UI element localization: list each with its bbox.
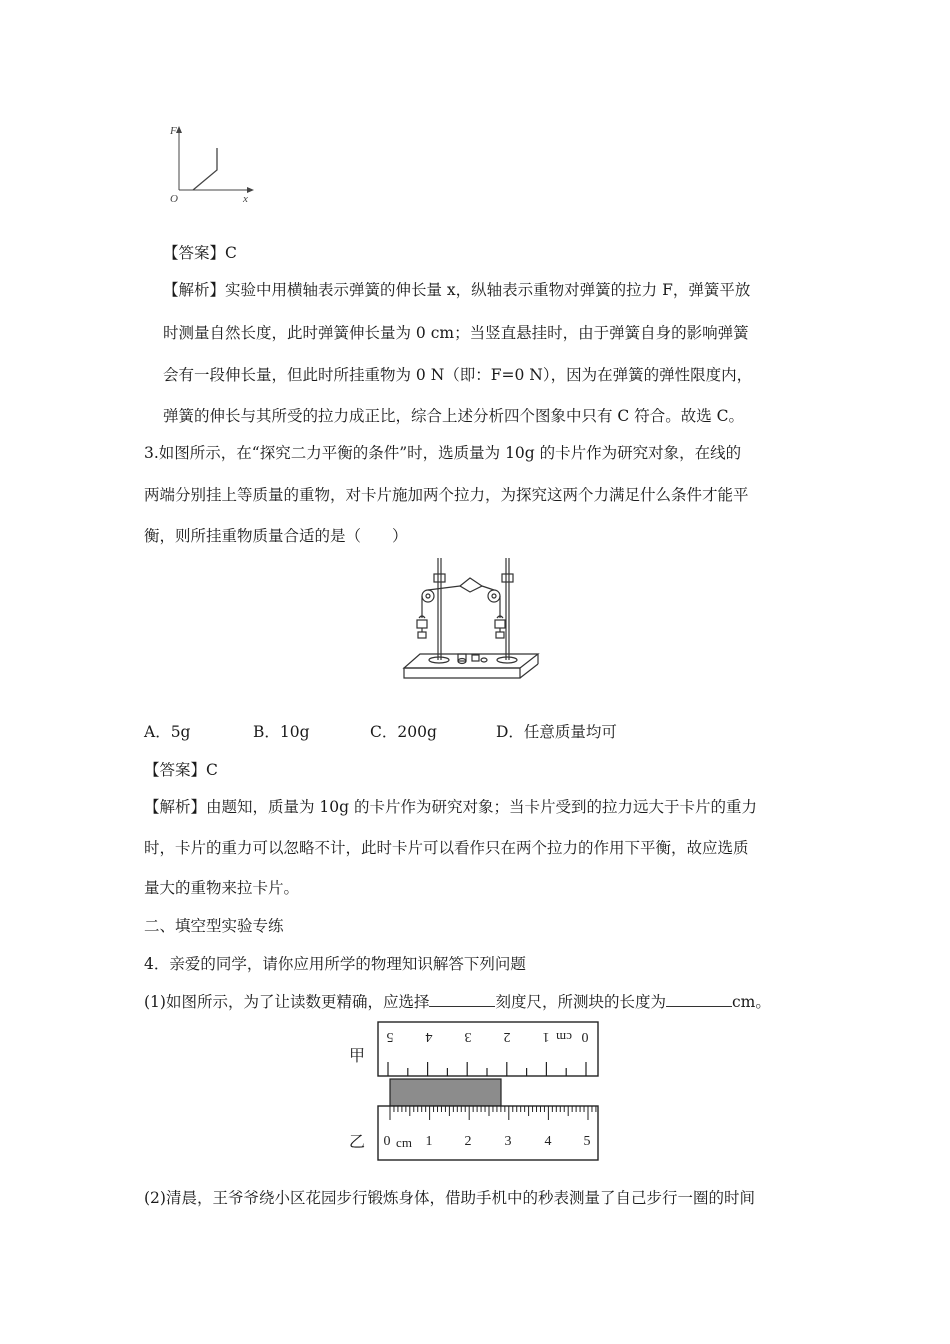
q3-analysis-line-1: 【解析】由题知，质量为 10g 的卡片作为研究对象；当卡片受到的拉力远大于卡片的重力 [144,798,758,816]
q2-analysis-line-4: 弹簧的伸长与其所受的拉力成正比，综合上述分析四个图象中只有 C 符合。故选 C。 [163,407,745,425]
base-board-top [404,654,538,668]
ruler-jia-label-4: 4 [425,1029,433,1044]
graph-y-label: F [170,125,177,137]
balance-apparatus-figure [398,550,548,682]
q4-part1 [144,990,771,1012]
ruler-yi-label-1: 1 [425,1134,433,1149]
q4-part1-text-c: cm。 [731,993,771,1011]
ruler-jia-label-5: 5 [386,1029,394,1044]
left-pulley [422,590,434,602]
graph-line [193,148,217,190]
x-axis-arrow [247,187,254,193]
q2-analysis-line-3: 会有一段伸长量，但此时所挂重物为 0 N（即：F=0 N），因为在弹簧的弹性限度内， [163,366,753,384]
ruler-yi-label-2: 2 [464,1134,472,1149]
left-weight [417,620,427,628]
length-blank[interactable] [666,992,732,1007]
graph-origin-label: O [170,193,178,205]
spare-weight [458,654,466,661]
ruler-jia-label-3: 3 [464,1029,472,1044]
q3-stem-line-2: 两端分别挂上等质量的重物，对卡片施加两个拉力，为探究这两个力满足什么条件才能平 [144,486,749,504]
ruler-yi-label: 乙 [349,1132,366,1151]
card [460,578,482,592]
fx-graph [165,120,265,210]
q3-answer: 【答案】C [144,761,218,779]
ruler-jia-label: 甲 [349,1046,366,1065]
ruler-yi-unit: cm [396,1135,412,1150]
q4-part1-text-a: (1)如图所示，为了让读数更精确，应选择 [144,993,430,1011]
right-clamp [502,574,513,582]
ruler-jia-label-0: 0 [581,1029,589,1044]
q4-stem: 4．亲爱的同学，请你应用所学的物理知识解答下列问题 [144,955,526,973]
q3-option-c: C．200g [370,723,437,741]
ruler-choice-blank[interactable] [429,992,495,1007]
right-stand-base [497,657,517,663]
right-pulley [488,590,500,602]
ruler-jia-label-2: 2 [503,1029,511,1044]
q3-analysis-line-3: 量大的重物来拉卡片。 [144,879,300,897]
rulers-figure [376,1020,602,1164]
ruler-yi-label-0: 0 [383,1134,391,1149]
y-axis-arrow [176,126,182,133]
section-2-title: 二、填空型实验专练 [144,917,284,935]
q2-answer: 【答案】C [163,244,237,262]
left-clamp [434,574,445,582]
q2-analysis-line-1: 【解析】实验中用横轴表示弹簧的伸长量 x，纵轴表示重物对弹簧的拉力 F，弹簧平放 [163,281,751,299]
q4-part1-text-b: 刻度尺，所测块的长度为 [495,993,666,1011]
q2-analysis-line-2: 时测量自然长度，此时弹簧伸长量为 0 cm；当竖直悬挂时，由于弹簧自身的影响弹簧 [163,324,749,342]
graph-x-label: x [243,193,248,205]
q3-option-d: D．任意质量均可 [496,723,617,741]
right-weight [495,620,505,628]
q3-option-b: B．10g [253,723,310,741]
ruler-jia-unit: cm [556,1030,572,1045]
q4-part2: (2)清晨，王爷爷绕小区花园步行锻炼身体，借助手机中的秒表测量了自己步行一圈的时间 [144,1189,755,1207]
q3-option-a: A．5g [144,723,191,741]
ruler-jia-label-1: 1 [542,1029,550,1044]
q3-stem-line-3: 衡，则所挂重物质量合适的是（ ） [144,527,408,545]
q3-stem-line-1: 3.如图所示，在“探究二力平衡的条件”时，选质量为 10g 的卡片作为研究对象，在线的 [144,444,742,462]
ruler-yi [378,1106,598,1160]
left-stand-base [429,657,449,663]
ruler-yi-label-3: 3 [504,1134,512,1149]
base-board-front [404,668,520,678]
q3-analysis-line-2: 时，卡片的重力可以忽略不计，此时卡片可以看作只在两个拉力的作用下平衡，故应选质 [144,839,749,857]
ruler-yi-label-5: 5 [583,1134,591,1149]
ruler-yi-label-4: 4 [544,1134,552,1149]
measured-block [390,1079,501,1106]
